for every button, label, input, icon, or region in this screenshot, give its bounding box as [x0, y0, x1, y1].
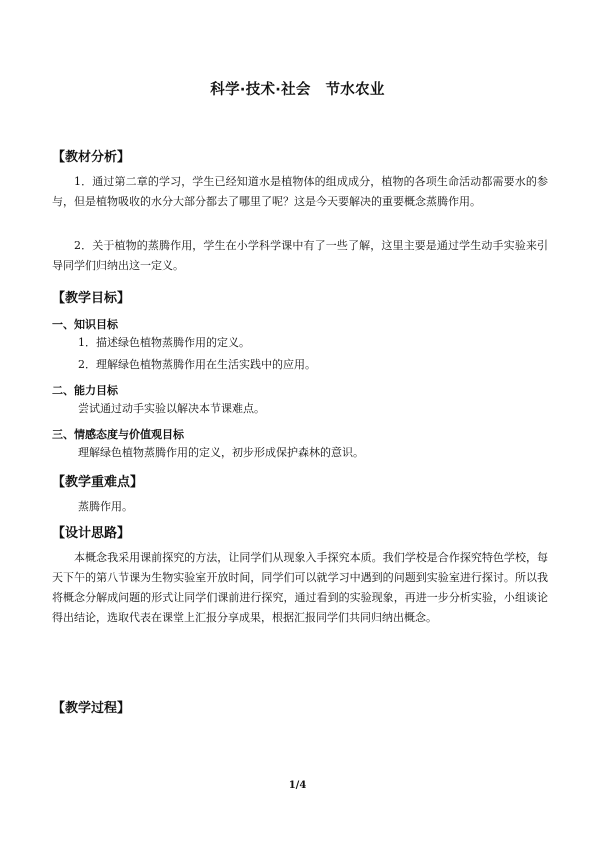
goal-emotion-title: 三、情感态度与价值观目标 [52, 428, 184, 441]
key-points-text: 蒸腾作用。 [78, 500, 133, 513]
goal-knowledge-item-1: 1．描述绿色植物蒸腾作用的定义。 [78, 336, 250, 349]
page-number: 1/4 [288, 780, 307, 791]
section-heading-key-points: 【教学重难点】 [52, 475, 144, 490]
goal-ability-title: 二、能力目标 [52, 384, 118, 397]
document-title: 科学·技术·社会 节水农业 [210, 82, 385, 98]
section-heading-process: 【教学过程】 [52, 701, 131, 716]
section-heading-design: 【设计思路】 [52, 526, 131, 541]
analysis-paragraph-1: 1．通过第二章的学习，学生已经知道水是植物体的组成成分，植物的各项生命活动都需要水的参与，但是植物吸收的水分大部分都去了哪里了呢？这是今天要解决的重要概念蒸腾作用。 [52, 175, 548, 208]
section-heading-goals: 【教学目标】 [52, 291, 131, 306]
goal-emotion-item-1: 理解绿色植物蒸腾作用的定义，初步形成保护森林的意识。 [78, 446, 364, 459]
goal-knowledge-item-2: 2．理解绿色植物蒸腾作用在生活实践中的应用。 [78, 358, 316, 371]
goal-knowledge-title: 一、知识目标 [52, 318, 118, 331]
section-heading-analysis: 【教材分析】 [52, 150, 131, 165]
design-paragraph: 本概念我采用课前探究的方法，让同学们从现象入手探究本质。我们学校是合作探究特色学校，每天下午的第八节课为生物实验室开放时间，同学们可以就学习中遇到的问题到实验室进行探讨。所以我将概念分解成问题的形式让同学们课前进行探究，通过看到的实验现象，再进一步分析实验，小组谈论得出结论，选取代表在课堂上汇报分享成果，根据汇报同学们共同归纳出概念。 [52, 551, 548, 624]
analysis-paragraph-2: 2．关于植物的蒸腾作用，学生在小学科学课中有了一些了解，这里主要是通过学生动手实验来引导同学们归纳出这一定义。 [52, 239, 548, 272]
goal-ability-item-1: 尝试通过动手实验以解决本节课难点。 [78, 402, 265, 415]
